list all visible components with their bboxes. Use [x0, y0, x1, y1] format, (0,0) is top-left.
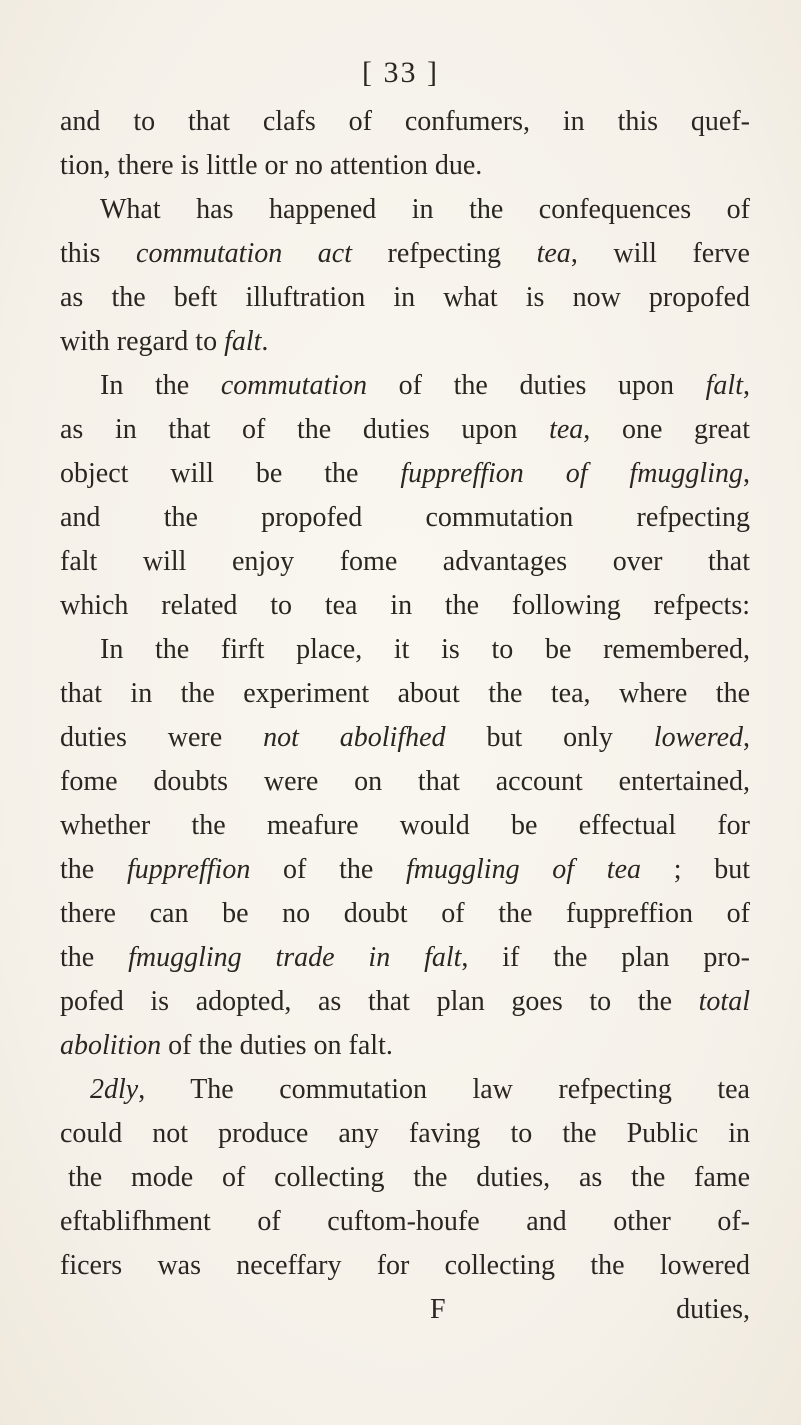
- text-line: tion, there is little or no attention due.: [60, 150, 483, 181]
- text-run: pofed is adopted, as that plan goes to the: [60, 986, 699, 1017]
- italic-phrase: tea: [549, 414, 584, 445]
- text-run: ; but: [641, 854, 751, 885]
- text-line: [60, 232, 750, 276]
- text-line: the mode of collecting the duties, as the fame: [68, 1162, 750, 1193]
- text-line: [60, 408, 750, 452]
- text-line: [60, 1068, 750, 1112]
- text-line: whether the meafure would be effectual for: [60, 810, 750, 841]
- text-run: duties were: [60, 722, 264, 753]
- text-line: [60, 716, 750, 760]
- text-run: , one great: [583, 414, 750, 445]
- text-run: the: [60, 942, 129, 973]
- italic-phrase: fuppreffion: [126, 854, 251, 885]
- italic-phrase: lowered: [653, 722, 743, 753]
- text-run: .: [261, 326, 269, 357]
- text-run: , if the plan pro-: [461, 942, 750, 973]
- italic-phrase: not abolifhed: [263, 722, 446, 753]
- text-run: but only: [445, 722, 654, 753]
- text-line: as the beft illuftration in what is now propofed: [60, 282, 750, 313]
- text-line: falt will enjoy fome advantages over that: [60, 546, 750, 577]
- text-run: ,: [743, 722, 750, 753]
- text-run: of the: [250, 854, 407, 885]
- text-line: could not produce any faving to the Public in: [60, 1118, 750, 1149]
- text-run: the: [60, 854, 127, 885]
- italic-phrase: falt: [705, 370, 743, 401]
- text-run: as in that of the duties upon: [60, 414, 550, 445]
- italic-phrase: 2dly: [90, 1074, 139, 1105]
- text-run: In the: [100, 370, 221, 401]
- text-run: ,: [743, 370, 750, 401]
- text-line: What has happened in the confequences of: [100, 194, 750, 225]
- text-run: of the duties on falt.: [161, 1030, 393, 1061]
- text-line: In the firft place, it is to be remembered,: [100, 634, 750, 665]
- text-line: that in the experiment about the tea, where the: [60, 678, 750, 709]
- body-text: [60, 100, 750, 1332]
- text-line: which related to tea in the following refpects:: [60, 590, 750, 621]
- text-line: [60, 452, 750, 496]
- text-line: and to that clafs of confumers, in this quef-: [60, 106, 750, 137]
- text-line: [60, 848, 750, 892]
- text-line: [60, 364, 750, 408]
- text-run: , will ferve: [570, 238, 750, 269]
- italic-phrase: commutation: [220, 370, 368, 401]
- footer-line: [60, 1288, 750, 1332]
- text-line: there can be no doubt of the fuppreffion of: [60, 898, 750, 929]
- italic-phrase: total: [698, 986, 750, 1017]
- text-run: of the duties upon: [367, 370, 706, 401]
- text-line: [60, 936, 750, 980]
- text-line: fome doubts were on that account entertained,: [60, 766, 750, 797]
- page-number: [ 33 ]: [362, 56, 439, 89]
- italic-phrase: abolition: [60, 1030, 162, 1061]
- text-run: refpecting: [351, 238, 537, 269]
- text-line: [60, 980, 750, 1024]
- italic-phrase: falt: [224, 326, 262, 357]
- text-line: eftablifhment of cuftom-houfe and other of-: [60, 1206, 750, 1237]
- signature-mark: F: [430, 1294, 446, 1325]
- italic-phrase: fmuggling trade in falt: [128, 942, 462, 973]
- text-line: ficers was neceffary for collecting the lowered: [60, 1250, 750, 1281]
- text-run: object will be the: [60, 458, 401, 489]
- italic-phrase: commutation act: [136, 238, 352, 269]
- text-line: [60, 1024, 750, 1068]
- italic-phrase: fuppreffion of fmuggling: [400, 458, 743, 489]
- text-line: [60, 320, 750, 364]
- text-run: with regard to: [60, 326, 225, 357]
- text-run: ,: [743, 458, 750, 489]
- text-run: this: [60, 238, 137, 269]
- italic-phrase: fmuggling of tea: [406, 854, 642, 885]
- text-line: and the propofed commutation refpecting: [60, 502, 750, 533]
- text-run: , The commutation law refpecting tea: [138, 1074, 750, 1105]
- italic-phrase: tea: [536, 238, 571, 269]
- catchword: duties,: [676, 1294, 750, 1325]
